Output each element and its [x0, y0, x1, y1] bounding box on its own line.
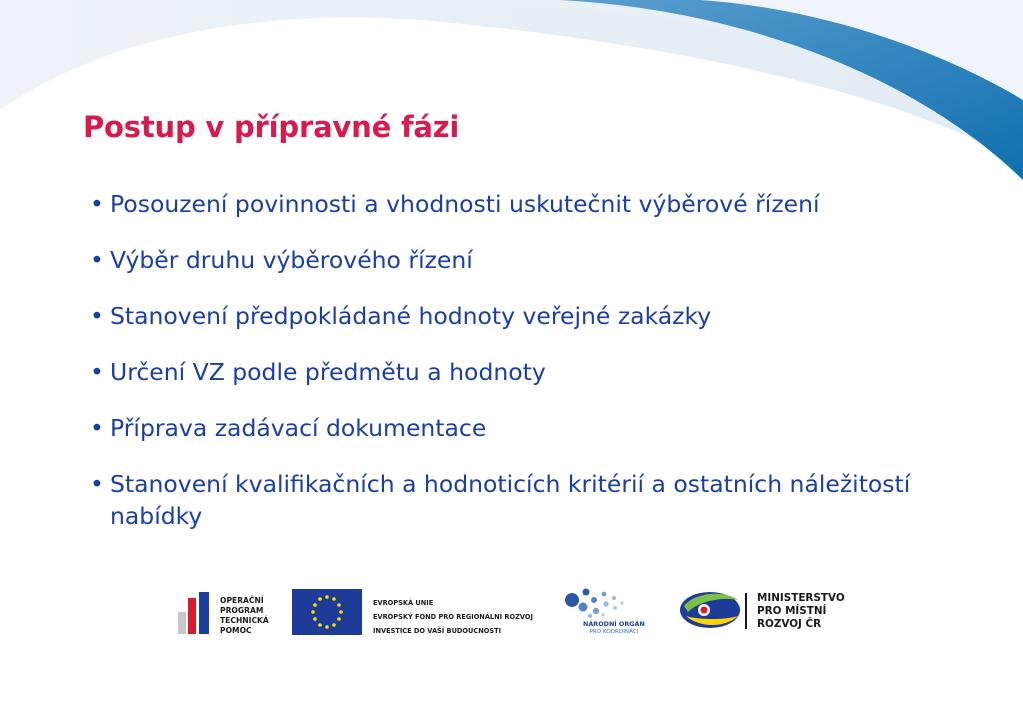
bullet-item: • Stanovení předpokládané hodnoty veřejné zakázky [90, 300, 930, 332]
bullet-item: • Příprava zadávací dokumentace [90, 412, 930, 444]
eu-line: EVROPSKÝ FOND PRO REGIONÁLNÍ ROZVOJ [373, 613, 533, 621]
op-logo-text [220, 596, 269, 636]
eu-logo-text [373, 596, 533, 638]
op-line: TECHNICKÁ [220, 616, 269, 625]
bullet-item: • Určení VZ podle předmětu a hodnoty [90, 356, 930, 388]
nok-logo-text [583, 620, 645, 636]
op-logo-icon [178, 592, 209, 634]
eu-line: INVESTICE DO VAŠÍ BUDOUCNOSTI [373, 627, 502, 635]
op-line: OPERAČNÍ [220, 596, 264, 605]
bullet-item: • Výběr druhu výběrového řízení [90, 244, 930, 276]
slide-title: Postup v přípravné fázi [83, 110, 460, 144]
nok-line: NÁRODNÍ ORGÁN [583, 620, 645, 628]
nok-subline: PRO KOORDINACI [589, 629, 639, 635]
bullet-item: • Stanovení kvalifikačních a hodnoticích kritérií a ostatních náležitostí nabídky [90, 468, 930, 532]
eu-line: EVROPSKÁ UNIE [373, 599, 434, 607]
op-line: POMOC [220, 626, 252, 635]
mmr-logo-icon [680, 592, 747, 629]
mmr-line: MINISTERSTVO [757, 592, 845, 604]
op-line: PROGRAM [220, 606, 264, 615]
mmr-logo-text [757, 592, 845, 631]
mmr-line: PRO MÍSTNÍ [757, 605, 827, 617]
mmr-line: ROZVOJ ČR [757, 618, 822, 630]
eu-flag-icon [292, 589, 362, 635]
bullet-item: • Posouzení povinnosti a vhodnosti uskutečnit výběrové řízení [90, 188, 930, 220]
nok-logo-icon [565, 589, 624, 619]
